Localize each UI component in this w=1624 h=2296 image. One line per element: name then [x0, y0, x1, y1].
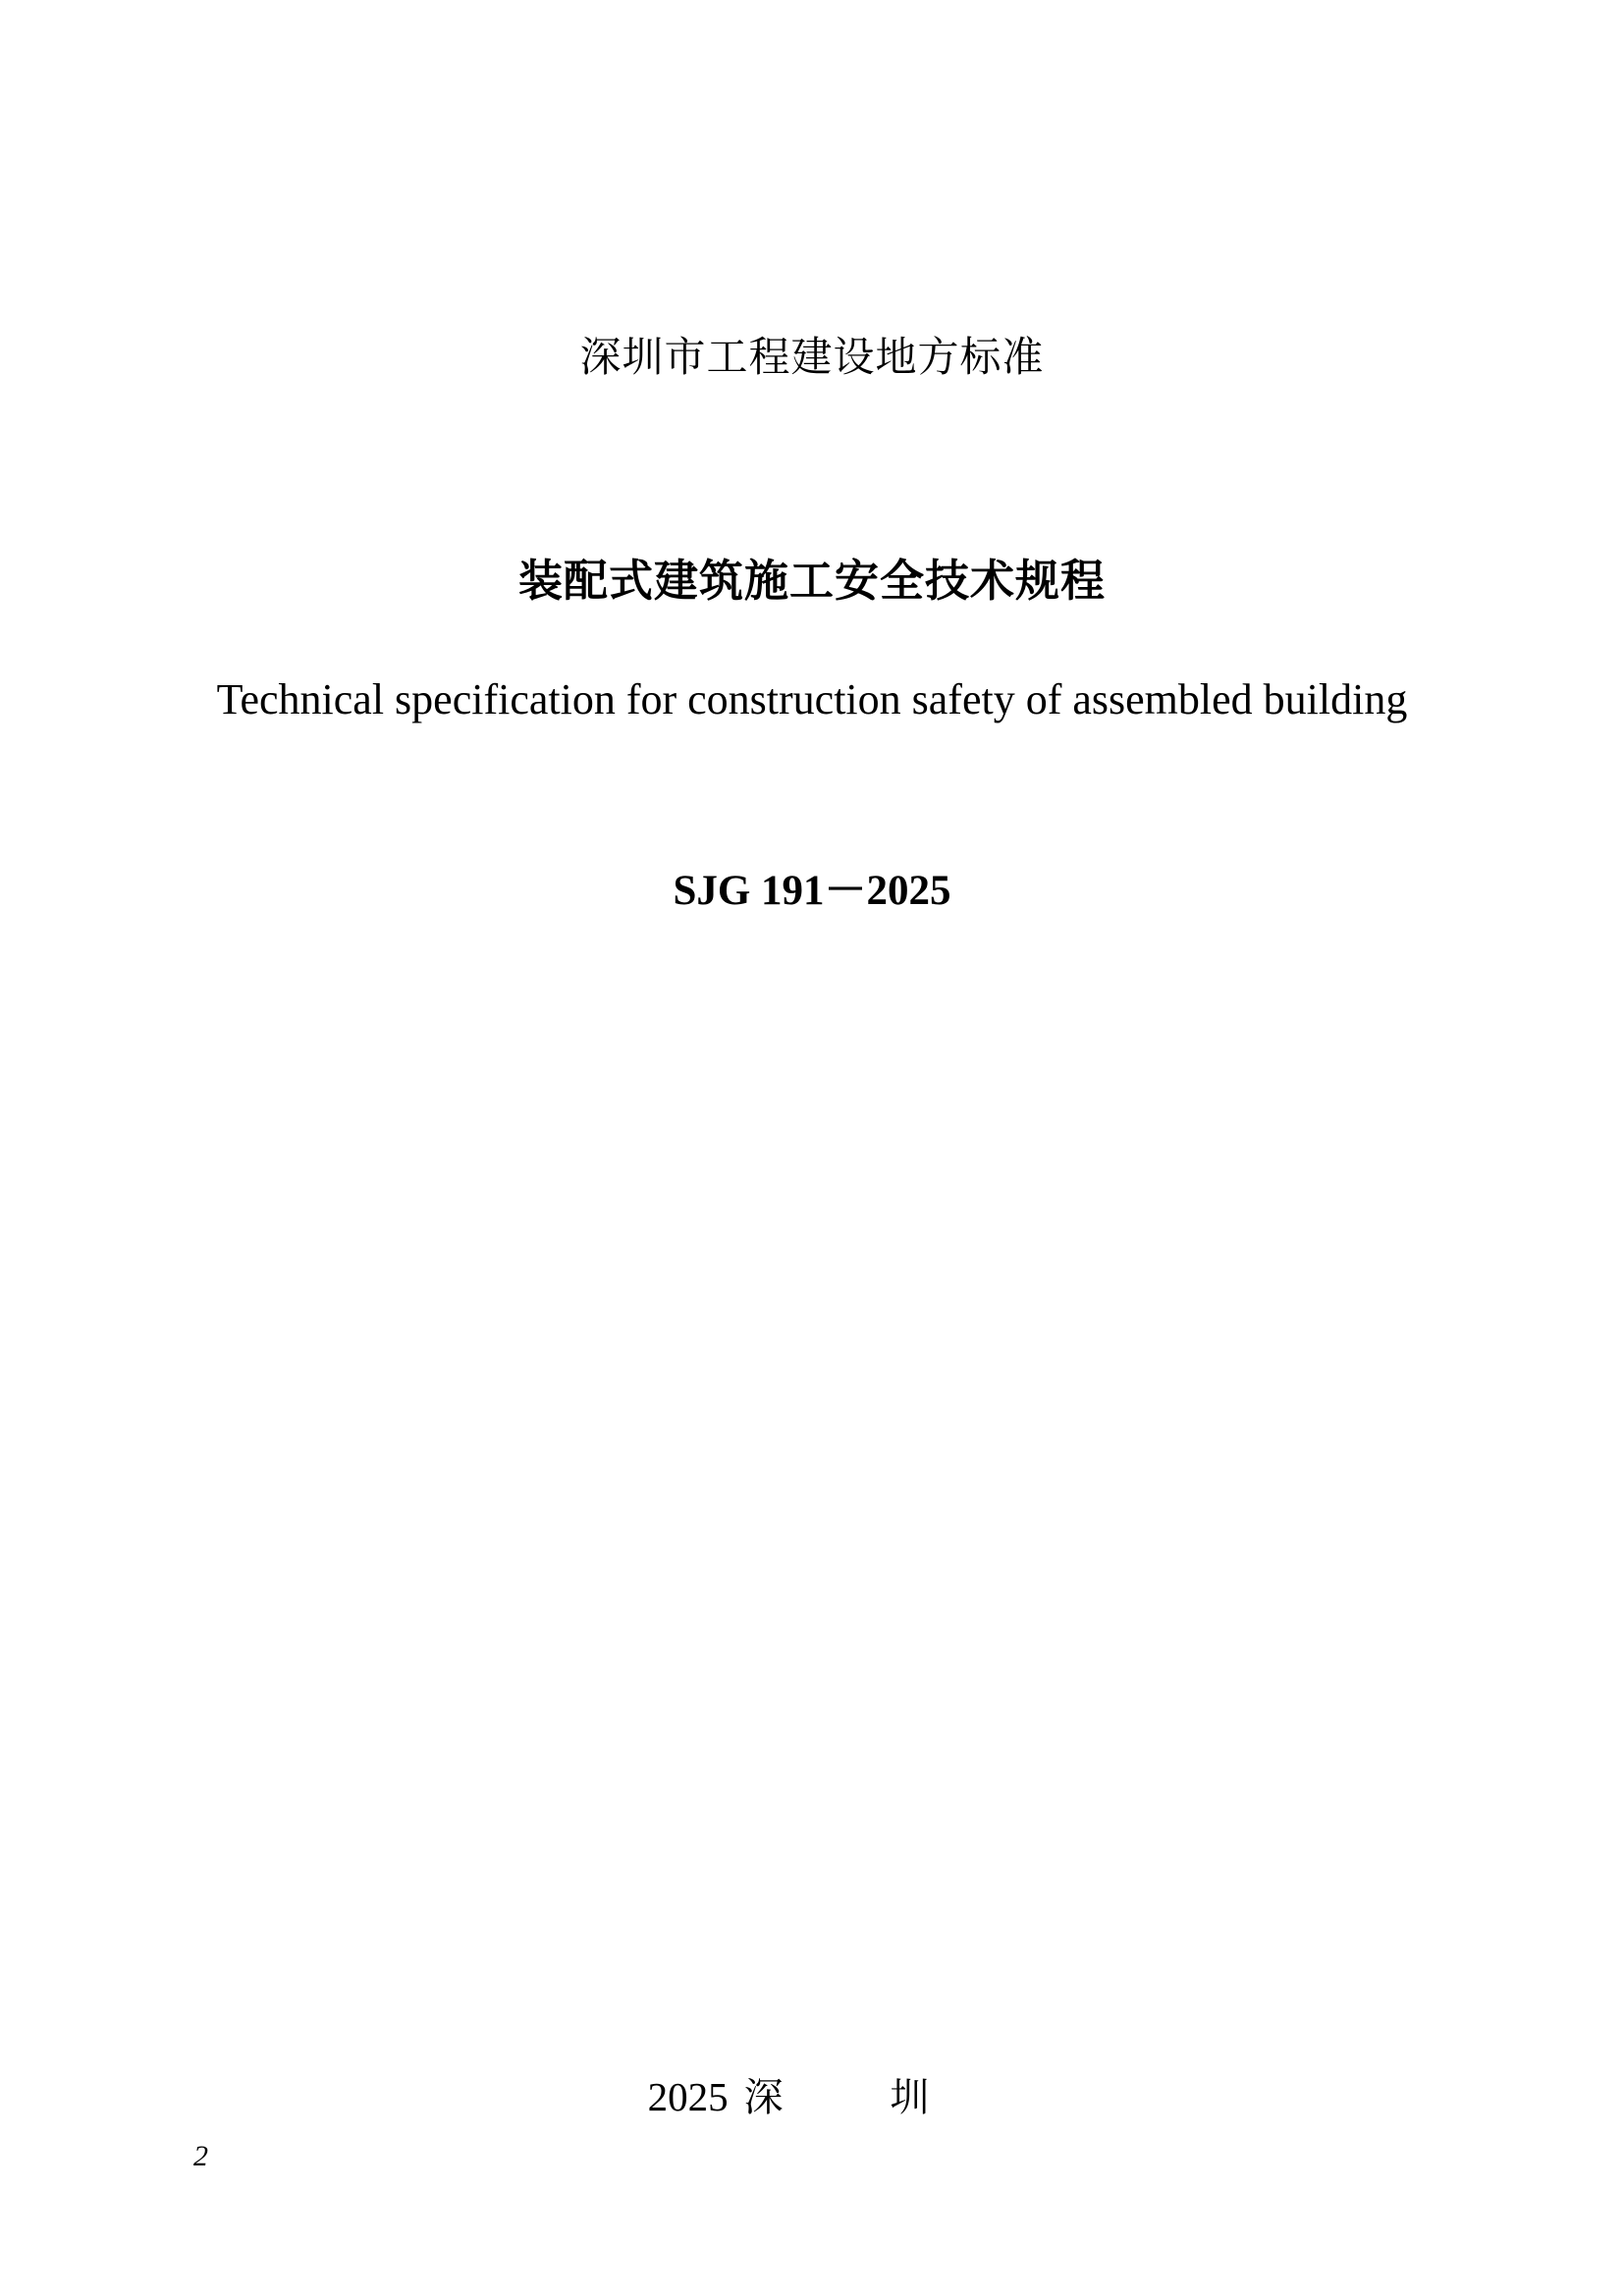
- issuer-heading: 深圳市工程建设地方标准: [579, 333, 1045, 381]
- document-title-chinese: 装配式建筑施工安全技术规程: [517, 555, 1106, 607]
- imprint: [0, 2066, 1624, 2122]
- standard-code: SJG 191－2025: [673, 868, 951, 914]
- page-number: 2: [193, 2140, 208, 2172]
- imprint-year: 2025: [647, 2074, 729, 2119]
- document-title-english: Technical specification for construction safety of assembled building: [216, 675, 1408, 723]
- imprint-place: 深 圳: [743, 2075, 977, 2120]
